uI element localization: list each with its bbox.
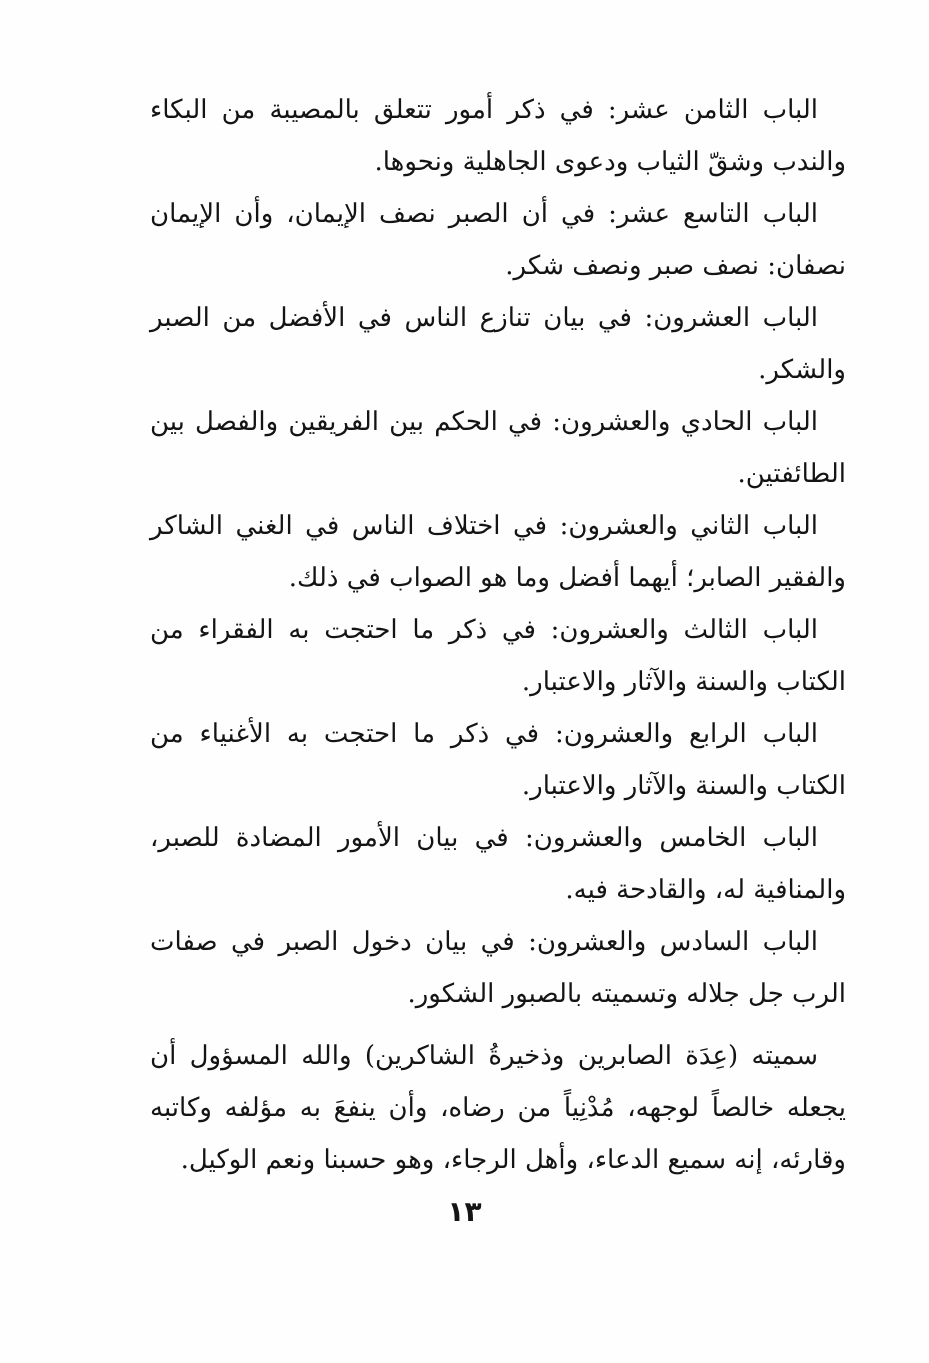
chapter-25: الباب الخامس والعشرون: في بيان الأمور المضادة للصبر، والمنافية له، والقادحة فيه. xyxy=(150,823,846,905)
closing-paragraph: سميته (عِدَة الصابرين وذخيرةُ الشاكرين) والله المسؤول أن يجعله خالصاً لوجهه، مُدْنِياً من رضاه، وأن ينفعَ به مؤلفه وكاتبه وقارئه، إنه سميع الدعاء، وأهل الرجاء، وهو حسبنا ونعم الوكيل. xyxy=(150,1041,846,1175)
chapter-20: الباب العشرون: في بيان تنازع الناس في الأفضل من الصبر والشكر. xyxy=(150,303,846,385)
chapter-23: الباب الثالث والعشرون: في ذكر ما احتجت به الفقراء من الكتاب والسنة والآثار والاعتبار. xyxy=(150,615,846,697)
chapter-24: الباب الرابع والعشرون: في ذكر ما احتجت به الأغنياء من الكتاب والسنة والآثار والاعتبار. xyxy=(150,719,846,801)
chapter-list xyxy=(150,84,846,1212)
chapter-21: الباب الحادي والعشرون: في الحكم بين الفريقين والفصل بين الطائفتين. xyxy=(150,407,846,489)
chapter-26: الباب السادس والعشرون: في بيان دخول الصبر في صفات الرب جل جلاله وتسميته بالصبور الشكور. xyxy=(150,927,846,1009)
page-number: ١٣ xyxy=(447,1195,482,1228)
chapter-19: الباب التاسع عشر: في أن الصبر نصف الإيمان، وأن الإيمان نصفان: نصف صبر ونصف شكر. xyxy=(150,199,846,281)
chapter-18: الباب الثامن عشر: في ذكر أمور تتعلق بالمصيبة من البكاء والندب وشقّ الثياب ودعوى الجاهلية ونحوها. xyxy=(150,95,846,177)
chapter-22: الباب الثاني والعشرون: في اختلاف الناس في الغني الشاكر والفقير الصابر؛ أيهما أفضل وما هو الصواب في ذلك. xyxy=(150,511,846,593)
